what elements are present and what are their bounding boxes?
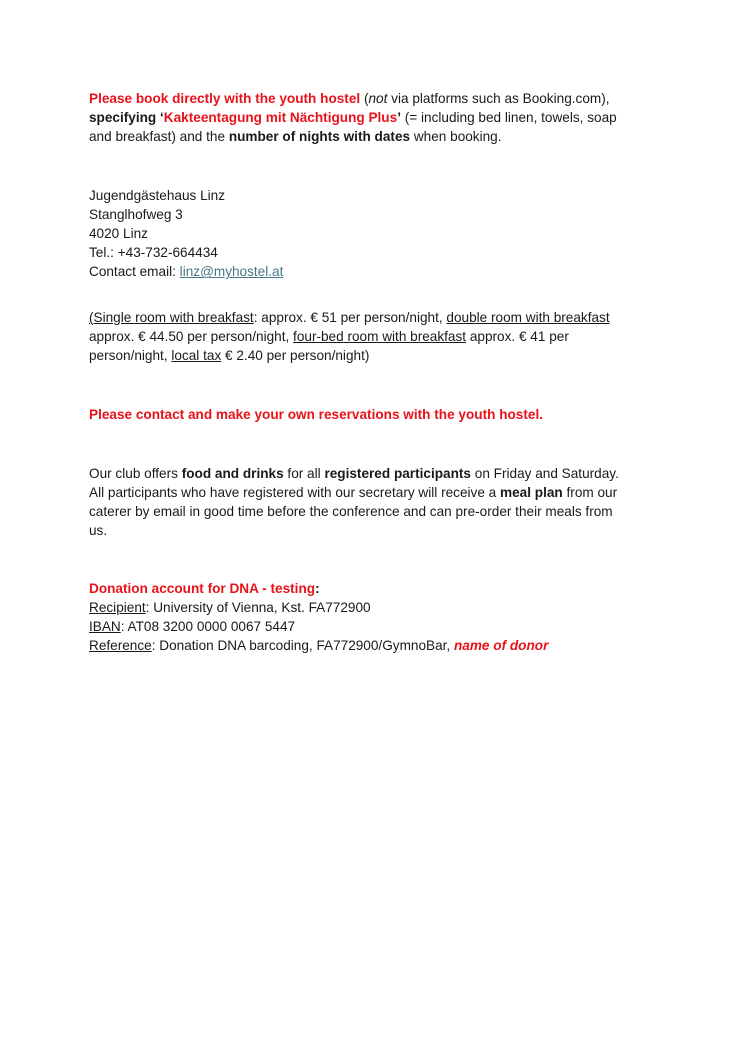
donation-section: Donation account for DNA - testing: Recipient: University of Vienna, Kst. FA772900 IBAN: AT08 3200 0000 0067 5447 Reference: Donation DNA barcoding, FA772900/GymnoBar, name of donor: [89, 581, 549, 654]
hostel-phone: Tel.: +43-732-664434: [89, 245, 218, 261]
donation-heading: Donation account for DNA - testing: [89, 581, 316, 596]
meal-plan: meal plan: [500, 485, 563, 501]
product-name: Kakteentagung mit Nächtigung Plus: [163, 110, 398, 126]
recipient-label: Recipient: [89, 600, 146, 616]
email-link[interactable]: linz@myhostel.at: [179, 264, 284, 280]
four-bed-room-label: four-bed room with breakfast: [293, 329, 467, 345]
reference-label: Reference: [89, 638, 152, 654]
iban-value: : AT08 3200 0000 0067 5447: [120, 619, 296, 635]
single-room-label: Single room with breakfast: [93, 310, 254, 325]
hostel-street: Stanglhofweg 3: [89, 207, 183, 223]
hostel-address: [89, 186, 664, 281]
hostel-name: Jugendgästehaus Linz: [89, 188, 226, 203]
booking-lead: Please book directly with the youth hostel: [89, 91, 361, 106]
contact-notice: Please contact and make your own reservations with the youth hostel.: [89, 407, 543, 422]
reference-value: : Donation DNA barcoding, FA772900/GymnoBar,: [151, 638, 454, 654]
donor-name: name of donor: [453, 638, 549, 654]
hostel-city: 4020 Linz: [89, 226, 148, 242]
nights-note: number of nights with dates: [228, 129, 411, 145]
not-word: not: [368, 91, 388, 106]
email-label: Contact email:: [89, 264, 180, 280]
iban-label: IBAN: [89, 619, 121, 635]
local-tax-label: local tax: [171, 348, 222, 364]
booking-paragraph: Please book directly with the youth hostel (not via platforms such as Booking.com), specifying ‘Kakteentagung mit Nächtigung Plus’ (= including bed linen, towels, soap and breakfast) and the number of nights with dates when booking.: [89, 91, 617, 145]
double-room-label: double room with breakfast: [446, 310, 610, 325]
food-paragraph: Our club offers food and drinks for all registered participants on Friday and Saturday. All participants who have registered with our secretary will receive a meal plan from our caterer by email in good time before the conference and can pre-order their meals from us.: [89, 466, 619, 539]
price-paragraph: (Single room with breakfast: approx. € 51 per person/night, double room with breakfast approx. € 44.50 per person/night, four-bed room with breakfast approx. € 41 per person/night, local tax € 2.40 per person/night): [89, 310, 610, 364]
recipient-value: : University of Vienna, Kst. FA772900: [145, 600, 371, 616]
